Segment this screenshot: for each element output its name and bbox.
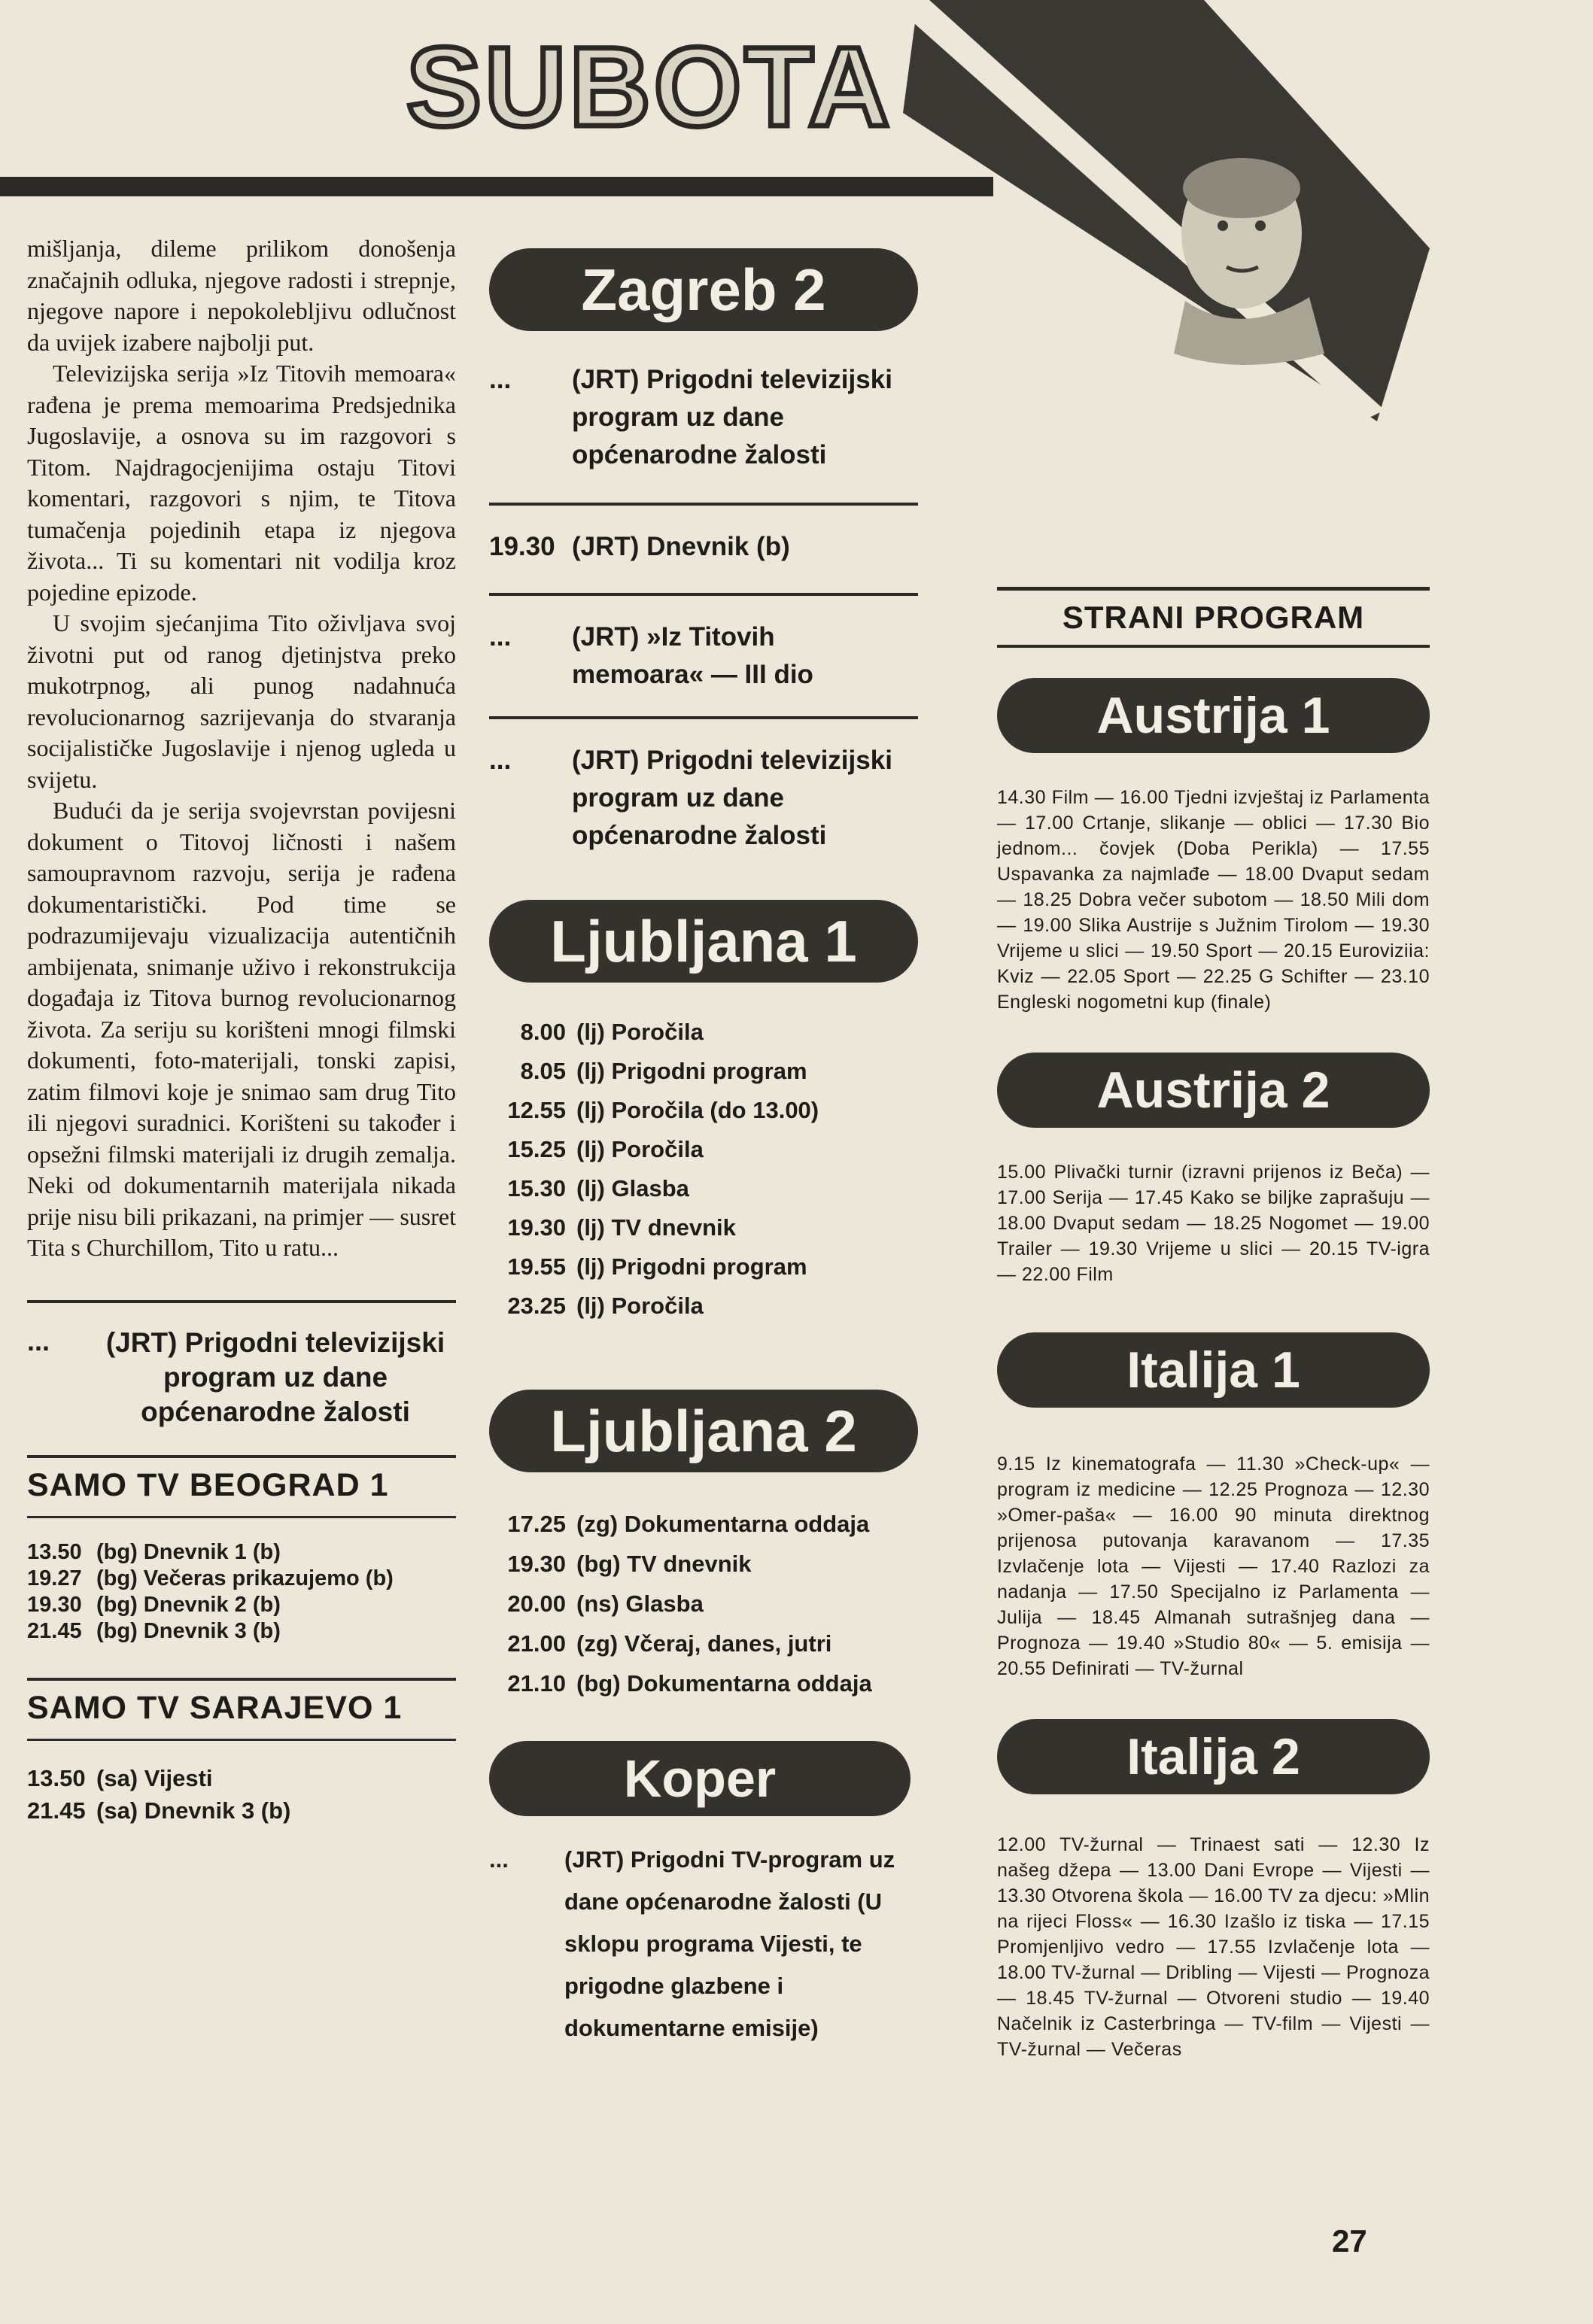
schedule-row: 21.10 (bg) Dokumentarna oddaja [507,1670,872,1697]
left-column [27,233,456,1827]
jrt-program-text: (JRT) Prigodni televizijski program uz dane općenarodne žalosti [105,1326,445,1427]
austrija2-text: 15.00 Plivački turnir (izravni prijenos iz Beča) — 17.00 Serija — 17.45 Kako se biljke zaprašuju — 18.00 Dvaput sedam — 18.25 Nogomet — 19.00 Trailer — 19.30 Vrijeme u slici — 20.15 TV-igra — 22.00 Film [997,1162,1430,1285]
schedule-row: 15.25 (lj) Poročila [507,1136,704,1162]
portrait-banner-graphic [888,0,1430,421]
ljubljana2-title-badge: Ljubljana 2 [489,1390,918,1472]
block-text: (JRT) Prigodni televizijski program uz dane općenarodne žalosti [572,365,892,469]
schedule-row: 19.27 (bg) Večeras prikazujemo (b) [27,1566,394,1590]
article-paragraph: Budući da je serija svojevrstan povijesni dokument o Titovoj ličnosti i našem samoupravnom razvoju, serija je rađena dokumentaristički. Pod time se podrazumijevaju vizualizacija autentičnih ambijenata, snimanje uživo i rekonstrukcija događaja iz Titova burnog revolucionarnog života. Za seriju su korišteni mnogi filmski dokumenti, foto-materijali, tonski zapisi, zatim filmovi koje je snimao sam drug Tito ili njegovi suradnici. Korišteni su također i opsežni filmski materijali iz drugih zemalja. Neki od dokumentarnih materijala nikada prije nisu bili prikazani, na primjer — susret Tita s Churchillom, Tito u ratu... [27,797,456,1261]
schedule-row: 17.25 (zg) Dokumentarna oddaja [507,1511,870,1537]
block-lead: ... [489,365,512,394]
schedule-row: 19.30 (bg) TV dnevnik [507,1551,752,1577]
block-lead: 19.30 [489,532,555,561]
block-text: (JRT) »Iz Titovih memoara« — III dio [572,622,813,689]
header-rule [0,177,993,196]
austrija2-title-badge: Austrija 2 [997,1053,1430,1128]
schedule-row: 12.55 (lj) Poročila (do 13.00) [507,1097,819,1123]
schedule-row: 8.00 (lj) Poročila [520,1019,704,1045]
italija1-title-badge: Italija 1 [997,1332,1430,1408]
block-lead: ... [489,622,512,652]
article-paragraph: Televizijska serija »Iz Titovih memoara« rađena je prema memoarima Predsjednika Jugoslavije, a osnova su im razgovori s Titom. Najdragocjenijima ostaju Titovi komentari, razgovori s njim, te Titova tumačenja pojedinih etapa iz njegova života... Ti su komentari nit vodilja kroz pojedine epizode. [27,360,456,606]
block-text: (JRT) Dnevnik (b) [572,532,790,561]
divider [997,587,1430,591]
block-text: (JRT) Prigodni televizijski program uz dane općenarodne žalosti [572,746,892,850]
schedule-row: 21.45 (sa) Dnevnik 3 (b) [27,1797,291,1824]
schedule-row: 21.00 (zg) Včeraj, danes, jutri [507,1630,832,1657]
divider [27,1516,456,1518]
koper-block [489,1839,918,2049]
right-column [997,587,1430,2062]
divider [27,1678,456,1681]
schedule-row: 21.45 (bg) Dnevnik 3 (b) [27,1618,281,1643]
program-block [489,618,918,694]
beograd-schedule [27,1539,456,1645]
divider [27,1455,456,1458]
schedule-row: 20.00 (ns) Glasba [507,1590,704,1617]
ljubljana1-schedule [489,1013,918,1326]
article-paragraph: mišljanja, dileme prilikom donošenja značajnih odluka, njegove radosti i strepnje, njegove napore i nepokolebljivu odlučnost da uvijek izabere najbolji put. [27,235,456,356]
divider [489,593,918,596]
program-block [489,528,918,566]
divider [489,503,918,506]
schedule-row: 8.05 (lj) Prigodni program [520,1058,807,1084]
article-text [27,233,456,1264]
block-lead: ... [489,746,512,775]
strani-heading: STRANI PROGRAM [1062,600,1365,635]
divider [489,716,918,719]
koper-title-badge: Koper [489,1741,911,1816]
schedule-row: 15.30 (lj) Glasba [507,1175,689,1201]
middle-column [489,248,918,2049]
schedule-row: 13.50 (sa) Vijesti [27,1764,213,1791]
page-title: SUBOTA [406,23,893,150]
beograd-heading: SAMO TV BEOGRAD 1 [27,1466,389,1503]
italija2-text: 12.00 TV-žurnal — Trinaest sati — 12.30 Iz našeg džepa — 13.00 Dani Evrope — Vijesti — 13.30 Otvorena škola — 16.00 TV za djecu: »Mlin na rijeci Floss« — 16.30 Izašlo iz tiska — 17.15 Promjenljivo vedro — 17.55 Izvlačenje lota — 18.00 TV-žurnal — Dribling — Vijesti — Prognoza — 18.45 TV-žurnal — Otvoreni studio — 19.40 Načelnik iz Casterbringa — TV-film — Vijesti — TV-žurnal — Večeras [997,1834,1430,2060]
article-paragraph: U svojim sjećanjima Tito oživljava svoj životni put od ranog djetinjstva preko mukotrpnog, ali punog nadahnuća revolucionarnog sazrijevanja do stvaranja socijalističke Jugoslavije i njenog ugleda u svijetu. [27,609,456,793]
italija1-text: 9.15 Iz kinematografa — 11.30 »Check-up« — program iz medicine — 12.25 Prognoza — 12.30 »Omer-paša« — 16.00 90 minuta direktnog prijenosa putovanja karavanom — 17.35 Izvlačenje lota — Vijesti — 17.40 Razlozi za nadanja — 17.50 Specijalno iz Parlamenta — Julija — 18.45 Almanah sutrašnjeg dana — Prognoza — 19.40 »Studio 80« — 5. emisija — 20.55 Definirati — TV-žurnal [997,1454,1430,1679]
divider [27,1300,456,1303]
austrija1-text: 14.30 Film — 16.00 Tjedni izvještaj iz Parlamenta — 17.00 Crtanje, slikanje — oblici — 17.30 Bio jednom... čovjek (Doba Perikla) — 17.55 Uspavanka za najmlađe — 18.00 Dvaput sedam — 18.25 Dobra večer subotom — 18.50 Mili dom — 19.00 Slika Austrije s Južnim Tirolom — 19.30 Vrijeme u slici — 19.50 Sport — 20.15 Euroviziia: Kviz — 22.05 Sport — 22.25 G Schifter — 23.10 Engleski nogometni kup (finale) [997,787,1430,1013]
schedule-row: 23.25 (lj) Poročila [507,1293,704,1319]
left-jrt-block [27,1326,456,1429]
zagreb2-title-badge: Zagreb 2 [489,248,918,331]
block-text: (JRT) Prigodni TV-program uz dane općenarodne žalosti (U sklopu programa Vijesti, te prigodne glazbene i dokumentarne emisije) [564,1846,895,2041]
program-block [489,742,918,855]
block-lead: ... [489,1846,509,1873]
page-number: 27 [1332,2223,1367,2259]
ljubljana2-schedule [489,1504,918,1703]
divider [997,645,1430,648]
ljubljana1-title-badge: Ljubljana 1 [489,900,918,983]
italija2-title-badge: Italija 2 [997,1719,1430,1794]
schedule-row: 19.30 (lj) TV dnevnik [507,1214,736,1241]
divider [27,1739,456,1741]
schedule-row: 13.50 (bg) Dnevnik 1 (b) [27,1539,281,1564]
sarajevo-heading: SAMO TV SARAJEVO 1 [27,1689,403,1726]
program-block [489,361,918,474]
dots: ... [27,1325,50,1356]
schedule-row: 19.30 (bg) Dnevnik 2 (b) [27,1592,281,1617]
austrija1-title-badge: Austrija 1 [997,678,1430,753]
sarajevo-schedule [27,1762,456,1827]
schedule-row: 19.55 (lj) Prigodni program [507,1253,807,1280]
